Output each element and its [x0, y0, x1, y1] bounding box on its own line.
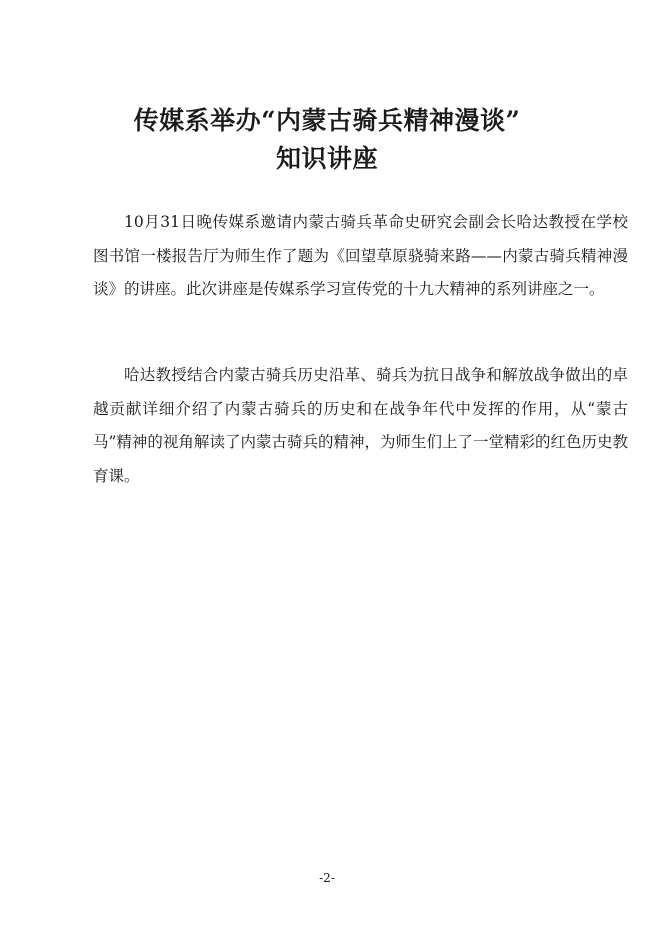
body-paragraph-1-block	[93, 206, 628, 307]
document-title-line-1: 传媒系举办“内蒙古骑兵精神漫谈”	[133, 106, 521, 135]
body-paragraph: 10月31日晚传媒系邀请内蒙古骑兵革命史研究会副会长哈达教授在学校图书馆一楼报告厅为师生作了题为《回望草原骁骑来路——内蒙古骑兵精神漫谈》的讲座。此次讲座是传媒系学习宣传党的十九大精神的系列讲座之一。	[93, 213, 628, 298]
body-paragraph-2-block	[93, 359, 628, 493]
page-number: -2-	[319, 871, 335, 885]
body-paragraph: 哈达教授结合内蒙古骑兵历史沿革、骑兵为抗日战争和解放战争做出的卓越贡献详细介绍了内蒙古骑兵的历史和在战争年代中发挥的作用，从“蒙古马”精神的视角解读了内蒙古骑兵的精神，为师生们上了一堂精彩的红色历史教育课。	[93, 366, 628, 485]
document-title-line-2: 知识讲座	[275, 144, 378, 173]
